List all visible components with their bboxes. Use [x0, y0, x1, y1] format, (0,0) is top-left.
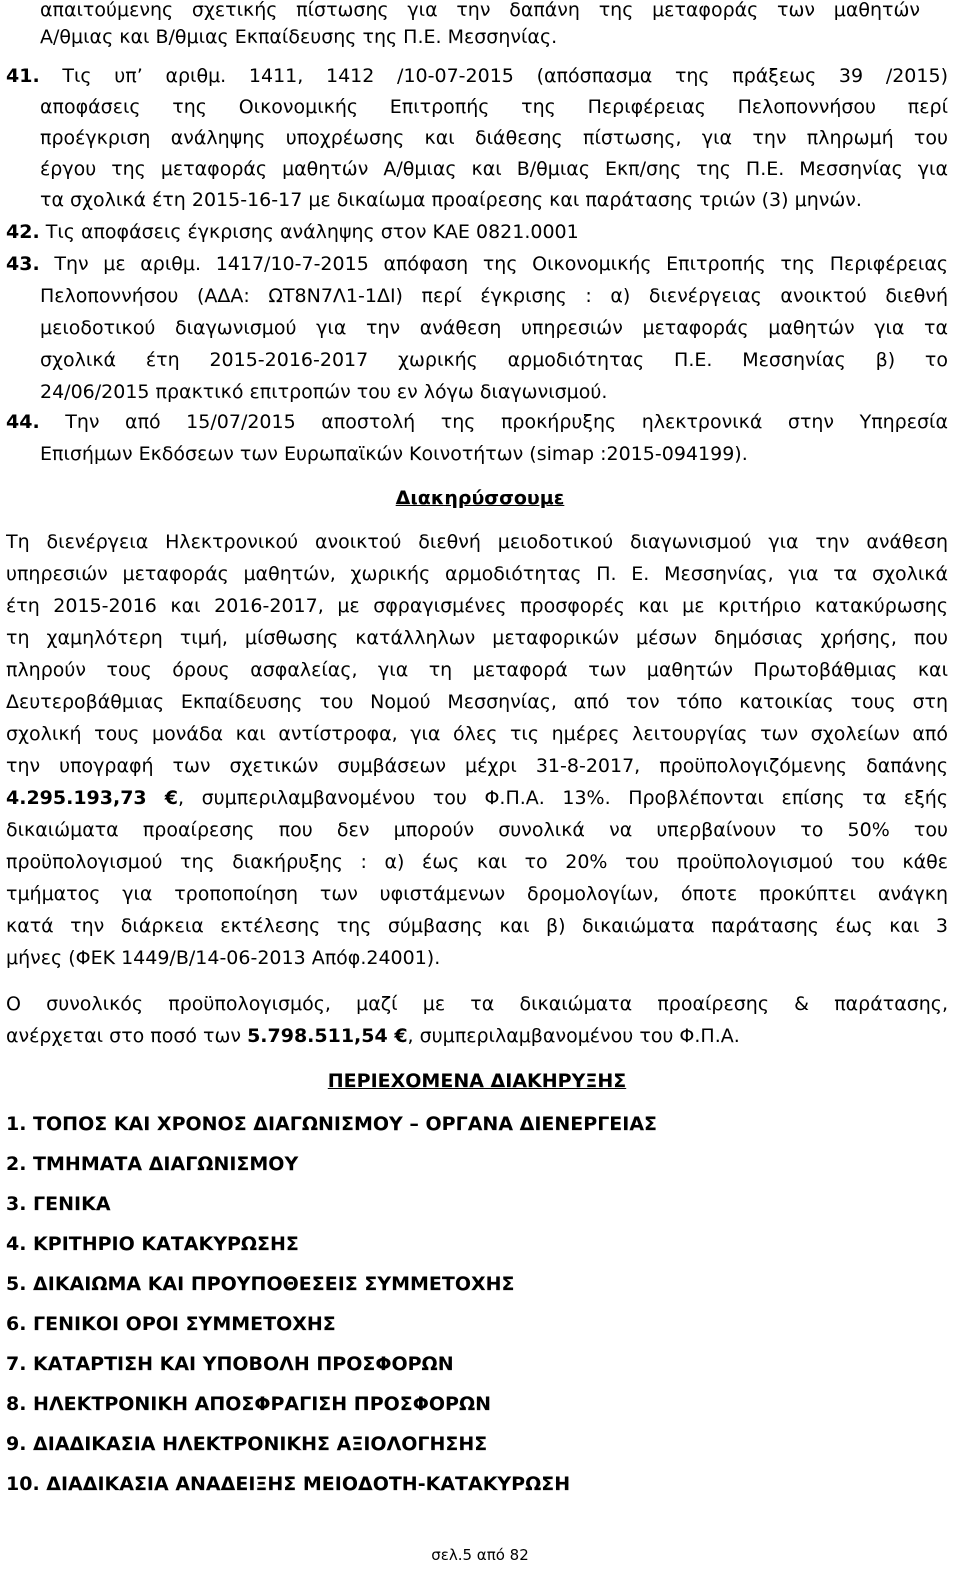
toc-item: 4. ΚΡΙΤΗΡΙΟ ΚΑΤΑΚΥΡΩΣΗΣ: [6, 1233, 299, 1255]
section-heading-declare: Διακηρύσσουμε: [395, 487, 565, 509]
text-line: προέγκριση ανάληψης υποχρέωσης και διάθεσης πίστωσης, για την πληρωμή του: [40, 127, 948, 149]
text-line: τμήματος για τροποποίηση των υφιστάμενων δρομολογίων, όποτε προκύπτει ανάγκη: [6, 883, 948, 905]
text-span: ανέρχεται στο ποσό των: [6, 1025, 248, 1047]
list-item-43: [6, 250, 948, 278]
text-line: προϋπολογισμού της διακήρυξης : α) έως και το 20% του προϋπολογισμού του κάθε: [6, 851, 948, 873]
text-line: 24/06/2015 πρακτικό επιτροπών του εν λόγω διαγωνισμού.: [40, 381, 608, 403]
text-line: [6, 1022, 948, 1050]
text-line: μήνες (ΦΕΚ 1449/Β/14-06-2013 Απόφ.24001).: [6, 947, 441, 969]
total-amount: 5.798.511,54 €: [247, 1025, 408, 1047]
text-line: κατά την διάρκεια εκτέλεσης της σύμβασης και β) δικαιώματα παράτασης έως και 3: [6, 915, 948, 937]
text-line: σχολικά έτη 2015-2016-2017 χωρικής αρμοδιότητας Π.Ε. Μεσσηνίας β) το: [40, 349, 948, 371]
text-line: Δευτεροβάθμιας Εκπαίδευσης του Νομού Μεσσηνίας, από τον τόπο κατοικίας τους στη: [6, 691, 948, 713]
text-line: έτη 2015-2016 και 2016-2017, με σφραγισμένες προσφορές και με κριτήριο κατακύρωσης: [6, 595, 948, 617]
toc-item: 9. ΔΙΑΔΙΚΑΣΙΑ ΗΛΕΚΤΡΟΝΙΚΗΣ ΑΞΙΟΛΟΓΗΣΗΣ: [6, 1433, 488, 1455]
toc-item: 3. ΓΕΝΙΚΑ: [6, 1193, 111, 1215]
list-item-42: [6, 218, 579, 246]
toc-item: 2. ΤΜΗΜΑΤΑ ΔΙΑΓΩΝΙΣΜΟΥ: [6, 1153, 299, 1175]
text-line: σχολική τους μονάδα και αντίστροφα, για όλες τις ημέρες λειτουργίας των σχολείων από: [6, 723, 948, 745]
text-line: μειοδοτικού διαγωνισμού για την ανάθεση υπηρεσιών μεταφοράς μαθητών για τα: [40, 317, 948, 339]
item-number: 41.: [6, 65, 40, 87]
toc-item: 5. ΔΙΚΑΙΩΜΑ ΚΑΙ ΠΡΟΥΠΟΘΕΣΕΙΣ ΣΥΜΜΕΤΟΧΗΣ: [6, 1273, 515, 1295]
text-span: , συμπεριλαμβανομένου του Φ.Π.Α. 13%. Προβλέπονται επίσης τα εξής: [178, 787, 948, 809]
item-number: 42.: [6, 221, 40, 243]
text-line: τη χαμηλότερη τιμή, μίσθωσης κατάλληλων μεταφορικών μέσων δημόσιας χρήσης, που: [6, 627, 948, 649]
text-line: πληρούν τους όρους ασφαλείας, για τη μεταφορά των μαθητών Πρωτοβάθμιας και: [6, 659, 948, 681]
text-line: Επισήμων Εκδόσεων των Ευρωπαϊκών Κοινοτήτων (simap :2015-094199).: [40, 443, 748, 465]
text-span: , συμπεριλαμβανομένου του Φ.Π.Α.: [407, 1025, 740, 1047]
text-line: αποφάσεις της Οικονομικής Επιτροπής της Περιφέρειας Πελοποννήσου περί: [40, 96, 948, 118]
text-line: απαιτούμενης σχετικής πίστωσης για την δαπάνη της μεταφοράς των μαθητών: [40, 0, 920, 21]
toc-item: 10. ΔΙΑΔΙΚΑΣΙΑ ΑΝΑΔΕΙΞΗΣ ΜΕΙΟΔΟΤΗ-ΚΑΤΑΚΥΡΩΣΗ: [6, 1473, 571, 1495]
list-item-41: [6, 62, 948, 90]
toc-item: 1. ΤΟΠΟΣ ΚΑΙ ΧΡΟΝΟΣ ΔΙΑΓΩΝΙΣΜΟΥ – ΟΡΓΑΝΑ ΔΙΕΝΕΡΓΕΙΑΣ: [6, 1113, 658, 1135]
toc-item: 7. ΚΑΤΑΡΤΙΣΗ ΚΑΙ ΥΠΟΒΟΛΗ ΠΡΟΣΦΟΡΩΝ: [6, 1353, 454, 1375]
text-line: Πελοποννήσου (ΑΔΑ: ΩΤ8Ν7Λ1-1ΔΙ) περί έγκρισης : α) διενέργειας ανοικτού διεθνή: [40, 285, 948, 307]
item-number: 44.: [6, 411, 40, 433]
item-number: 43.: [6, 253, 40, 275]
item-text: Την από 15/07/2015 αποστολή της προκήρυξης ηλεκτρονικά στην Υπηρεσία: [65, 411, 948, 433]
page-footer: σελ.5 από 82: [431, 1546, 529, 1564]
text-line: υπηρεσιών μεταφοράς μαθητών, χωρικής αρμοδιότητας Π. Ε. Μεσσηνίας, για τα σχολικά: [6, 563, 948, 585]
text-line: [6, 784, 948, 812]
item-text: Την με αριθμ. 1417/10-7-2015 απόφαση της Οικονομικής Επιτροπής της Περιφέρειας: [54, 253, 948, 275]
toc-item: 6. ΓΕΝΙΚΟΙ ΟΡΟΙ ΣΥΜΜΕΤΟΧΗΣ: [6, 1313, 336, 1335]
text-line: δικαιώματα προαίρεσης που δεν μπορούν συνολικά να υπερβαίνουν το 50% του: [6, 819, 948, 841]
item-text: Τις υπ’ αριθμ. 1411, 1412 /10-07-2015 (απόσπασμα της πράξεως 39 /2015): [62, 65, 948, 87]
text-line: Τη διενέργεια Ηλεκτρονικού ανοικτού διεθνή μειοδοτικού διαγωνισμού για την ανάθεση: [6, 531, 948, 553]
text-line: Ο συνολικός προϋπολογισμός, μαζί με τα δικαιώματα προαίρεσης & παράτασης,: [6, 993, 948, 1015]
item-text: Τις αποφάσεις έγκρισης ανάληψης στον ΚΑΕ 0821.0001: [45, 221, 579, 243]
list-item-44: [6, 408, 948, 436]
text-line: τα σχολικά έτη 2015-16-17 με δικαίωμα προαίρεσης και παράτασης τριών (3) μηνών.: [40, 189, 862, 211]
text-line: έργου της μεταφοράς μαθητών Α/θμιας και Β/θμιας Εκπ/σης της Π.Ε. Μεσσηνίας για: [40, 158, 948, 180]
toc-item: 8. ΗΛΕΚΤΡΟΝΙΚΗ ΑΠΟΣΦΡΑΓΙΣΗ ΠΡΟΣΦΟΡΩΝ: [6, 1393, 492, 1415]
budget-amount: 4.295.193,73 €: [6, 787, 178, 809]
text-line: την υπογραφή των σχετικών συμβάσεων μέχρι 31-8-2017, προϋπολογιζόμενης δαπάνης: [6, 755, 948, 777]
section-heading-contents: ΠΕΡΙΕΧΟΜΕΝΑ ΔΙΑΚΗΡΥΞΗΣ: [327, 1070, 627, 1092]
text-line: Α/θμιας και Β/θμιας Εκπαίδευσης της Π.Ε. Μεσσηνίας.: [40, 26, 558, 48]
